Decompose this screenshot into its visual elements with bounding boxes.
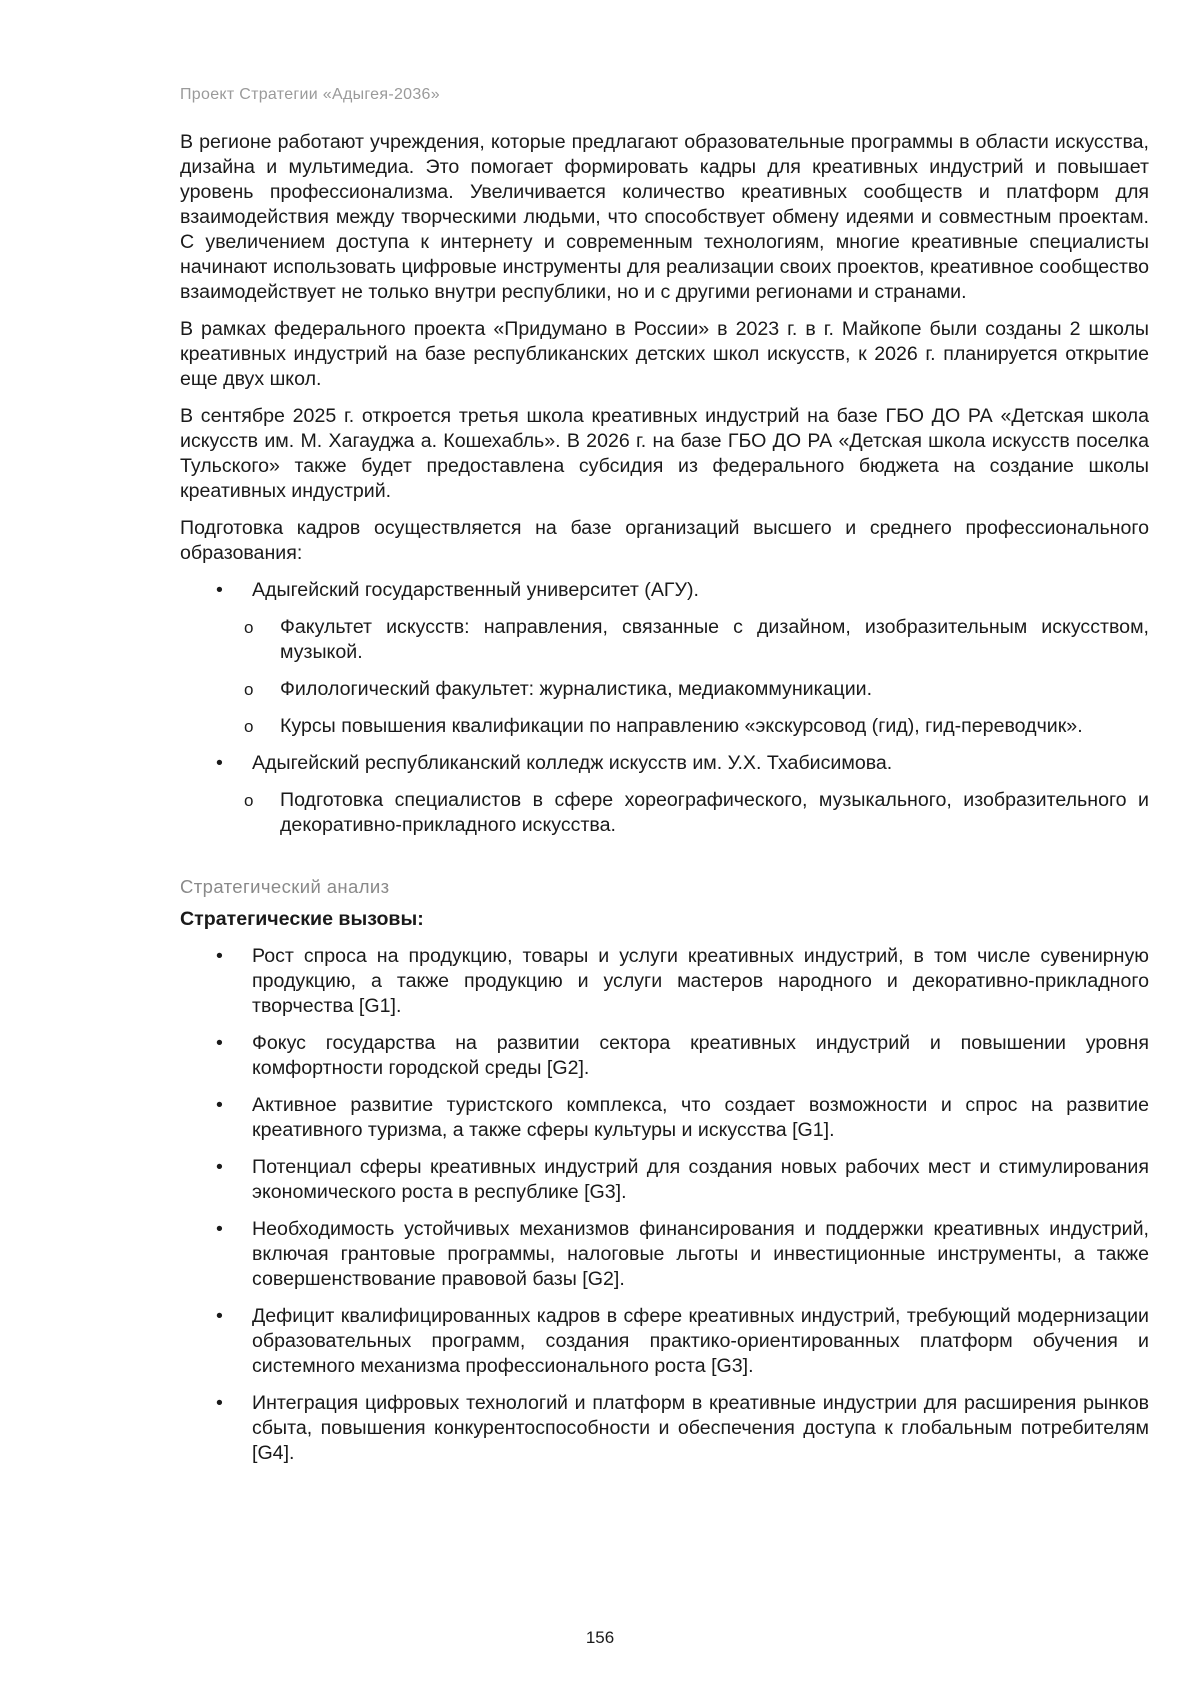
bullet-marker: • xyxy=(216,752,223,774)
sub-list-item xyxy=(180,615,1149,665)
list-item xyxy=(180,578,1149,603)
page-body xyxy=(180,130,1149,1478)
sub-bullet-marker: o xyxy=(244,717,254,736)
list-item xyxy=(180,1155,1149,1205)
list-item xyxy=(180,1093,1149,1143)
list-item-text: Рост спроса на продукцию, товары и услуги креативных индустрий, в том числе сувенирную продукцию, а также продукцию и услуги мастеров народного и декоративно-прикладного творчества [G1]. xyxy=(252,945,1149,1017)
paragraph: В рамках федерального проекта «Придумано в России» в 2023 г. в г. Майкопе были созданы 2 школы креативных индустрий на базе республиканских детских школ искусств, к 2026 г. планируется открытие еще двух школ. xyxy=(180,318,1149,390)
list-item xyxy=(180,751,1149,776)
bullet-marker: • xyxy=(216,1218,223,1240)
list-item-text: Адыгейский республиканский колледж искусств им. У.Х. Тхабисимова. xyxy=(252,752,893,774)
sub-list-item-text: Факультет искусств: направления, связанные с дизайном, изобразительным искусством, музыкой. xyxy=(280,616,1149,663)
list-item-text: Фокус государства на развитии сектора креативных индустрий и повышении уровня комфортности городской среды [G2]. xyxy=(252,1032,1149,1079)
list-item xyxy=(180,1031,1149,1081)
subsection-heading: Стратегические вызовы: xyxy=(180,908,424,930)
page-number: 156 xyxy=(585,1628,615,1647)
bullet-marker: • xyxy=(216,1392,223,1414)
list-item-text: Дефицит квалифицированных кадров в сфере креативных индустрий, требующий модернизации образовательных программ, создания практико-ориентированных платформ обучения и системного механизма профессионального роста [G3]. xyxy=(252,1305,1149,1377)
sub-list-item xyxy=(180,788,1149,838)
list-item xyxy=(180,944,1149,1019)
bullet-marker: • xyxy=(216,579,223,601)
list-item-text: Активное развитие туристского комплекса, что создает возможности и спрос на развитие креативного туризма, а также сферы культуры и искусства [G1]. xyxy=(252,1094,1149,1141)
sub-list-item-text: Филологический факультет: журналистика, медиакоммуникации. xyxy=(280,678,873,700)
paragraph: В регионе работают учреждения, которые предлагают образовательные программы в области искусства, дизайна и мультимедиа. Это помогает формировать кадры для креативных индустрий и повышает уровень профессионализма. Увеличивается количество креативных сообществ и платформ для взаимодействия между творческими людьми, что способствует обмену идеями и совместным проектам. С увеличением доступа к интернету и современным технологиям, многие креативные специалисты начинают использовать цифровые инструменты для реализации своих проектов, креативное сообщество взаимодействует не только внутри республики, но и с другими регионами и странами. xyxy=(180,131,1149,303)
bullet-marker: • xyxy=(216,1156,223,1178)
list-item xyxy=(180,1304,1149,1379)
list-item xyxy=(180,1391,1149,1466)
sub-bullet-marker: o xyxy=(244,618,254,637)
sub-list-item xyxy=(180,714,1149,739)
bullet-marker: • xyxy=(216,945,223,967)
list-item-text: Адыгейский государственный университет (АГУ). xyxy=(252,579,699,601)
paragraph: В сентябре 2025 г. откроется третья школа креативных индустрий на базе ГБО ДО РА «Детская школа искусств им. М. Хагауджа а. Кошехабль». В 2026 г. на базе ГБО ДО РА «Детская школа искусств поселка Тульского» также будет предоставлена субсидия из федерального бюджета на создание школы креативных индустрий. xyxy=(180,405,1149,502)
bullet-marker: • xyxy=(216,1305,223,1327)
sub-bullet-marker: o xyxy=(244,791,254,810)
bullet-marker: • xyxy=(216,1094,223,1116)
list-item-text: Необходимость устойчивых механизмов финансирования и поддержки креативных индустрий, включая грантовые программы, налоговые льготы и инвестиционные инструменты, а также совершенствование правовой базы [G2]. xyxy=(252,1218,1149,1290)
section-heading: Стратегический анализ xyxy=(180,876,390,897)
bullet-marker: • xyxy=(216,1032,223,1054)
list-item xyxy=(180,1217,1149,1292)
sub-bullet-marker: o xyxy=(244,680,254,699)
list-item-text: Потенциал сферы креативных индустрий для создания новых рабочих мест и стимулирования экономического роста в республике [G3]. xyxy=(252,1156,1149,1203)
sub-list-item-text: Подготовка специалистов в сфере хореографического, музыкального, изобразительного и декоративно-прикладного искусства. xyxy=(280,789,1149,836)
running-header: Проект Стратегии «Адыгея-2036» xyxy=(180,86,440,103)
list-item-text: Интеграция цифровых технологий и платформ в креативные индустрии для расширения рынков сбыта, повышения конкурентоспособности и обеспечения доступа к глобальным потребителям [G4]. xyxy=(252,1392,1149,1464)
sub-list-item-text: Курсы повышения квалификации по направлению «экскурсовод (гид), гид-переводчик». xyxy=(280,715,1083,737)
paragraph: Подготовка кадров осуществляется на базе организаций высшего и среднего профессионального образования: xyxy=(180,517,1149,564)
sub-list-item xyxy=(180,677,1149,702)
